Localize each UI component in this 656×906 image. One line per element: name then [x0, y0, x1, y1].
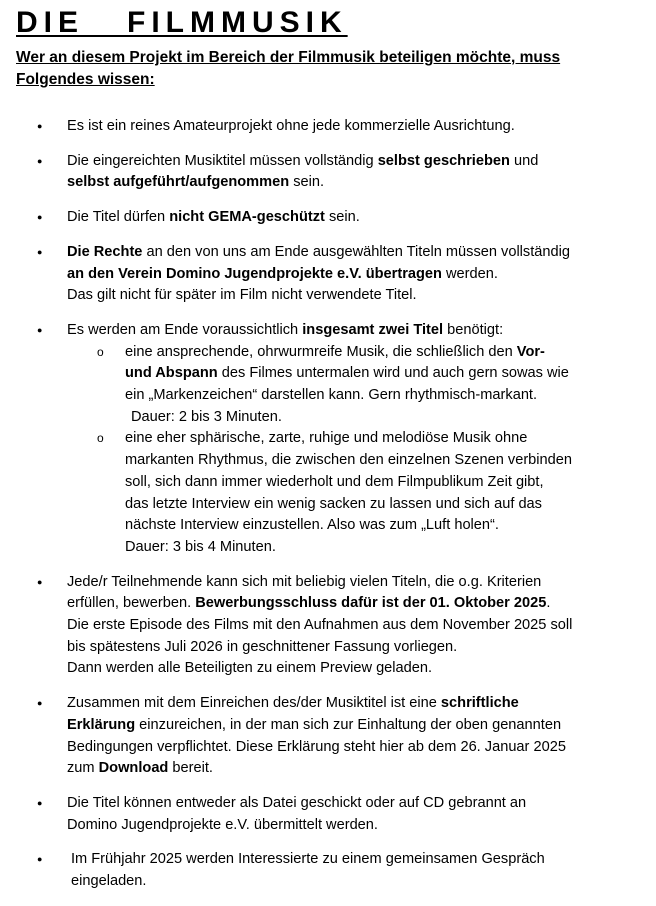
page-title: DIE FILMMUSIK	[16, 6, 348, 39]
subtitle-line: Folgendes wissen:	[16, 71, 155, 88]
sub-list	[67, 342, 628, 559]
page-subtitle	[16, 47, 636, 91]
requirements-list	[0, 116, 656, 906]
download-link-text: Download	[98, 760, 169, 777]
list-item: ● Es werden am Ende voraussichtlich insgesamt zwei Titel benötigt: o eine ansprechende, ohrwurmreife Musik, die schließlich den Vor- und Abspann des Filmes untermalen wird und auch gern sowas wie ein „Markenzeichen“ darstellen kann. Gern rhythmisch-markant. Dauer: 2 bis 3 Minuten. o eine eher sphärische, zarte, ruhige und melodiöse Musik ohne markanten Rhythmus, die zwischen den einzelnen Szenen verbinden soll, sich dann immer wiederholt und dem Filmpublikum Zeit gibt, das letzte Interview ein wenig sacken zu lassen und sich auf das nächste Interview einzustellen. Also was zum „Luft holen“. Dauer: 3 bis 4 Minuten.	[0, 320, 656, 559]
list-item: ● Zusammen mit dem Einreichen des/der Musiktitel ist eine schriftliche Erklärung einzureichen, in der man sich zur Einhaltung der oben genannten Bedingungen verpflichtet. Diese Erklärung steht hier ab dem 26. Januar 2025 zum Download bereit.	[0, 693, 656, 780]
list-item: ● Jede/r Teilnehmende kann sich mit beliebig vielen Titeln, die o.g. Kriterien erfüllen, bewerben. Bewerbungsschluss dafür ist der 01. Oktober 2025. Die erste Episode des Films mit den Aufnahmen aus dem November 2025 soll bis spätestens Juli 2026 in geschnittener Fassung vorliegen. Dann werden alle Beteiligten zu einem Preview geladen.	[0, 572, 656, 681]
list-item: ● Im Frühjahr 2025 werden Interessierte zu einem gemeinsamen Gespräch eingeladen.	[0, 849, 656, 892]
list-item: ● Die Rechte an den von uns am Ende ausgewählten Titeln müssen vollständig an den Verein Domino Jugendprojekte e.V. übertragen werden. Das gilt nicht für später im Film nicht verwendete Titel.	[0, 242, 656, 307]
list-item: ● Es ist ein reines Amateurprojekt ohne jede kommerzielle Ausrichtung.	[0, 116, 656, 138]
sub-list-item: o eine ansprechende, ohrwurmreife Musik, die schließlich den Vor- und Abspann des Filmes untermalen wird und auch gern sowas wie ein „Markenzeichen“ darstellen kann. Gern rhythmisch-markant. Dauer: 2 bis 3 Minuten.	[67, 342, 628, 429]
sub-list-item: o eine eher sphärische, zarte, ruhige und melodiöse Musik ohne markanten Rhythmus, die zwischen den einzelnen Szenen verbinden soll, sich dann immer wiederholt und dem Filmpublikum Zeit gibt, das letzte Interview ein wenig sacken zu lassen und sich auf das nächste Interview einzustellen. Also was zum „Luft holen“. Dauer: 3 bis 4 Minuten.	[67, 428, 628, 558]
list-item: ● Die eingereichten Musiktitel müssen vollständig selbst geschrieben und selbst aufgeführt/aufgenommen sein.	[0, 151, 656, 194]
list-item: ● Die Titel können entweder als Datei geschickt oder auf CD gebrannt an Domino Jugendprojekte e.V. übermittelt werden.	[0, 793, 656, 836]
subtitle-line: Wer an diesem Projekt im Bereich der Filmmusik beteiligen möchte, muss	[16, 49, 561, 66]
list-item: ● Die Titel dürfen nicht GEMA-geschützt sein.	[0, 207, 656, 229]
